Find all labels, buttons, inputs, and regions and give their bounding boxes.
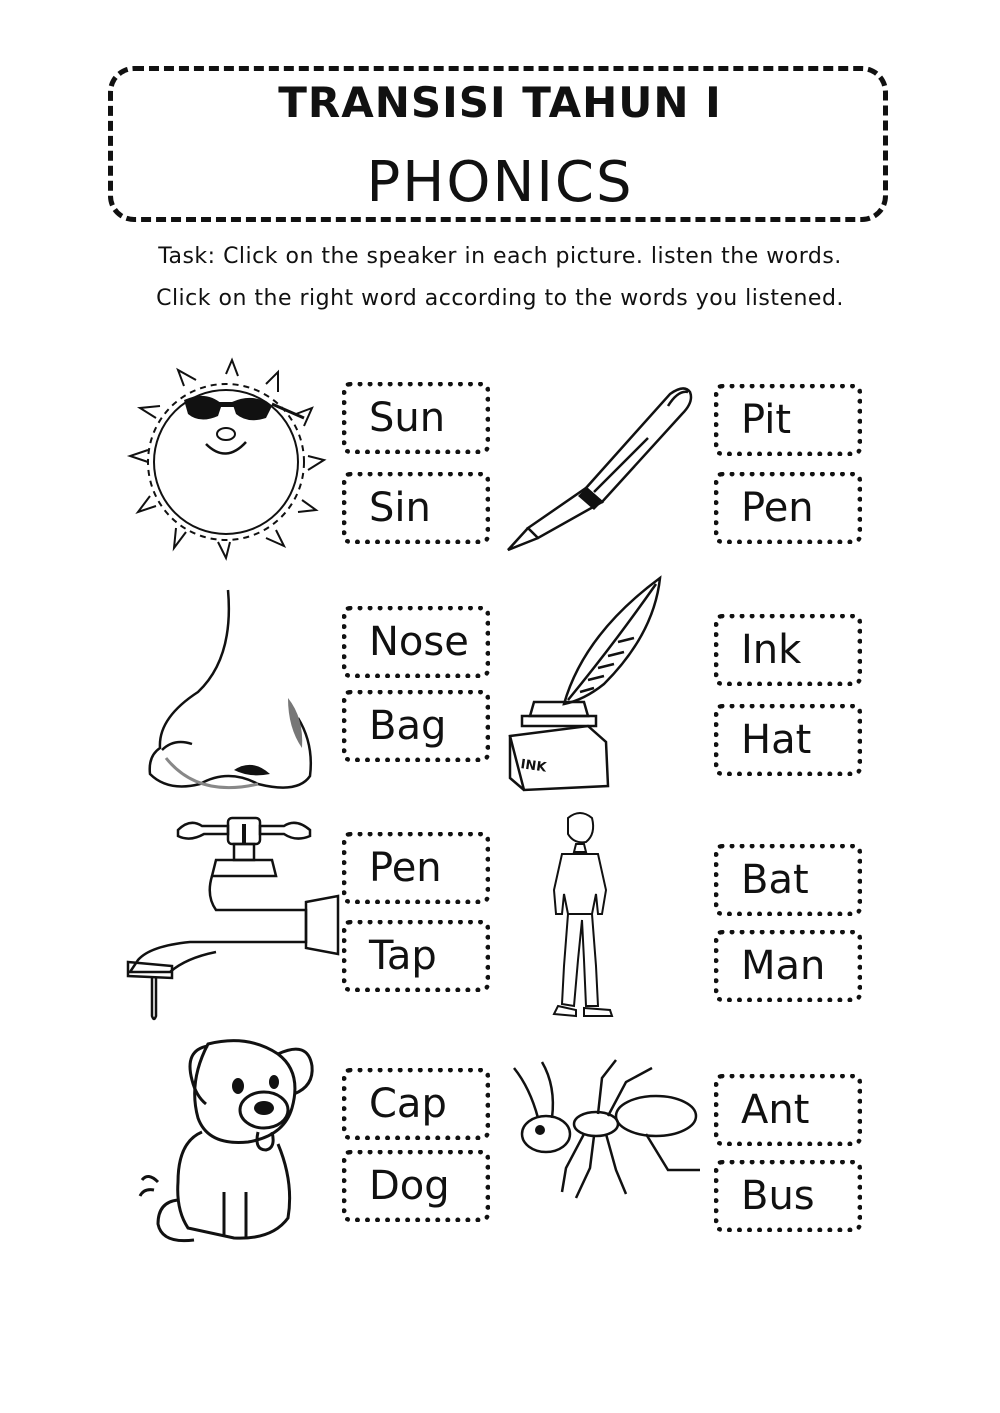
option-sin[interactable]: Sin <box>342 472 490 544</box>
option-sun[interactable]: Sun <box>342 382 490 454</box>
ink-label: INK <box>519 757 548 776</box>
dog-icon[interactable] <box>138 1032 318 1252</box>
option-ink[interactable]: Ink <box>714 614 862 686</box>
nose-icon[interactable] <box>138 588 318 798</box>
task-line-2: Click on the right word according to the words you listened. <box>156 286 844 311</box>
option-bag[interactable]: Bag <box>342 690 490 762</box>
option-hat[interactable]: Hat <box>714 704 862 776</box>
task-line-1: Task: Click on the speaker in each picture. listen the words. <box>158 244 842 269</box>
option-bus[interactable]: Bus <box>714 1160 862 1232</box>
option-pen-tap[interactable]: Pen <box>342 832 490 904</box>
option-man[interactable]: Man <box>714 930 862 1002</box>
option-cap[interactable]: Cap <box>342 1068 490 1140</box>
option-bat[interactable]: Bat <box>714 844 862 916</box>
ant-icon[interactable] <box>506 1058 706 1212</box>
tap-icon[interactable] <box>126 810 346 1028</box>
option-ant[interactable]: Ant <box>714 1074 862 1146</box>
option-pit[interactable]: Pit <box>714 384 862 456</box>
option-tap[interactable]: Tap <box>342 920 490 992</box>
man-icon[interactable] <box>540 810 620 1028</box>
worksheet-subtitle: PHONICS <box>366 150 634 215</box>
ink-icon[interactable] <box>504 574 674 798</box>
sun-icon[interactable] <box>126 352 326 576</box>
option-dog[interactable]: Dog <box>342 1150 490 1222</box>
worksheet-title: TRANSISI TAHUN I <box>278 78 722 127</box>
option-pen[interactable]: Pen <box>714 472 862 544</box>
pen-icon[interactable] <box>498 378 698 562</box>
option-nose[interactable]: Nose <box>342 606 490 678</box>
